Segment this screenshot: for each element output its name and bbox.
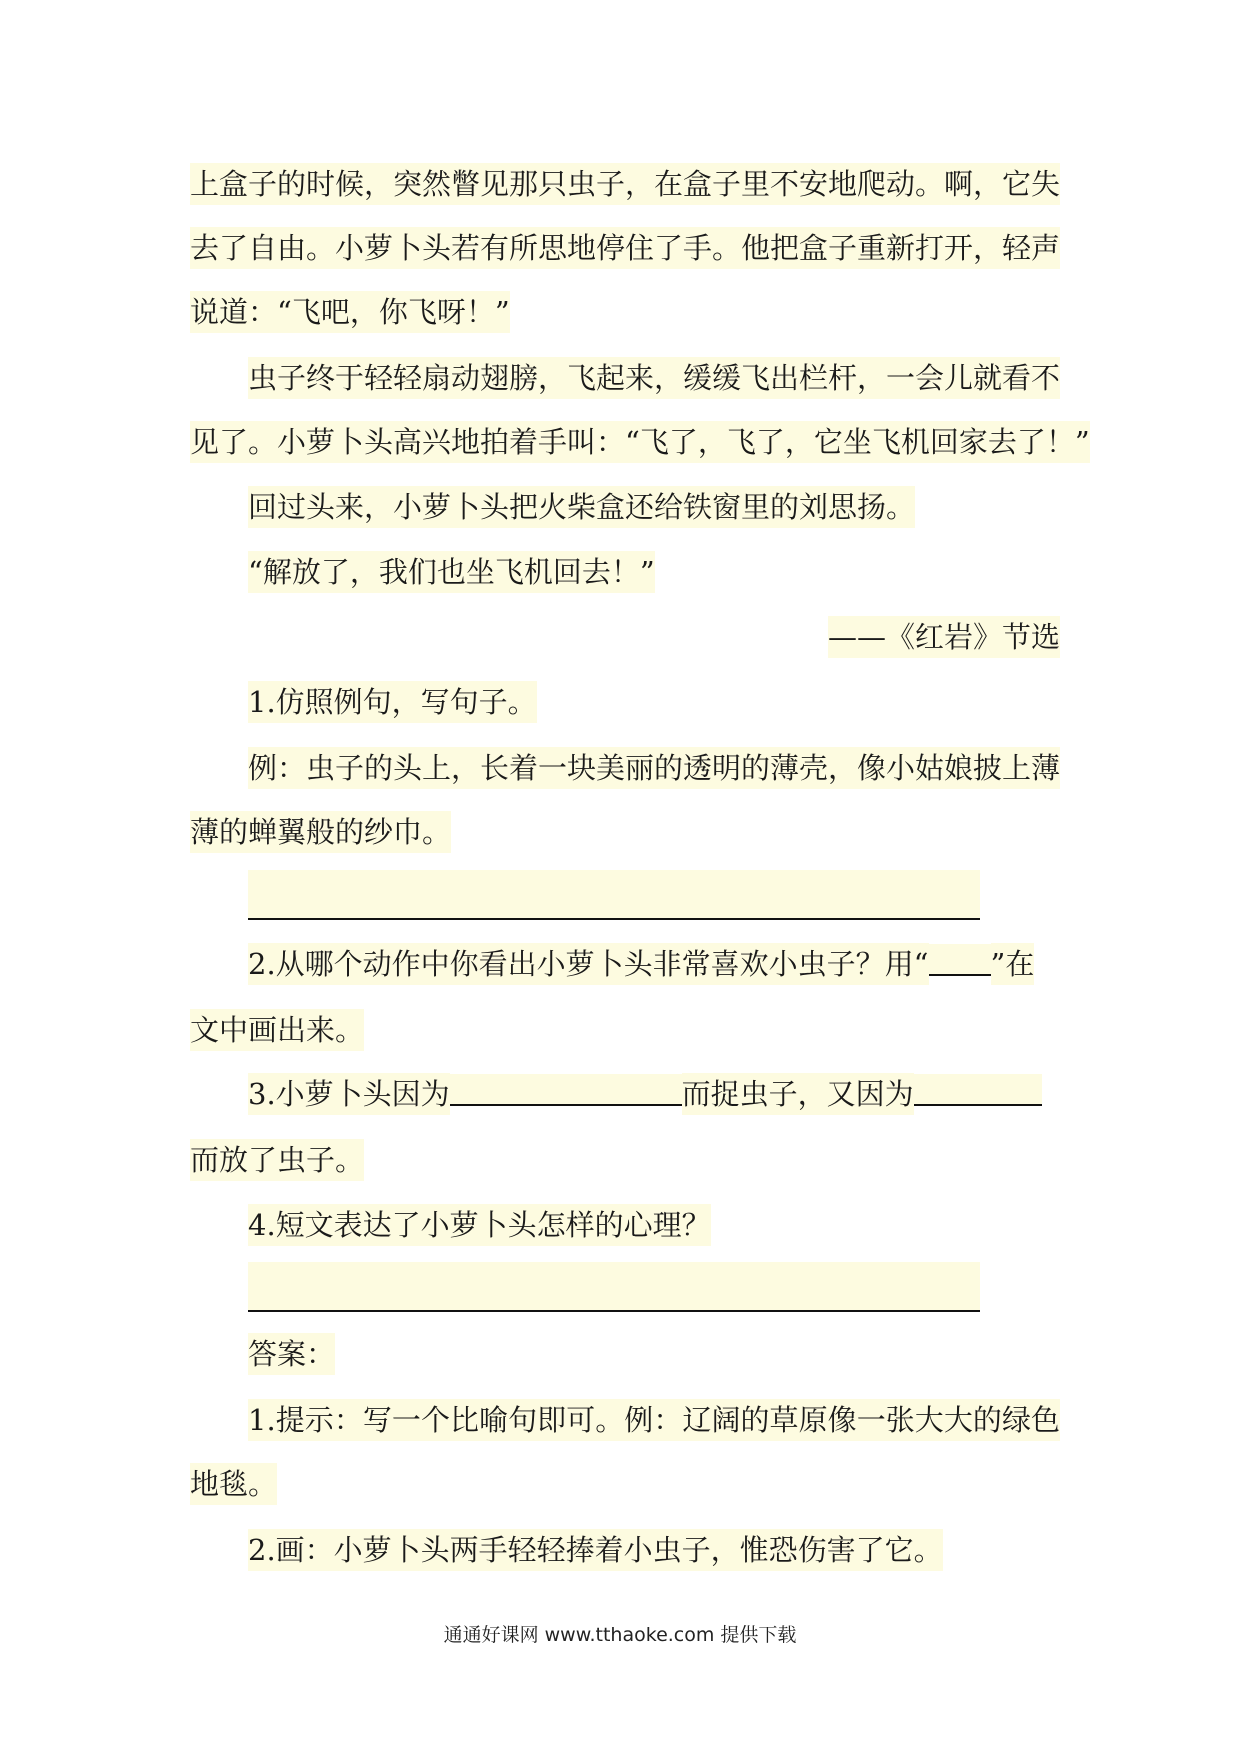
question-3-line-1: 3.小萝卜头因为 而捉虫子，又因为 xyxy=(248,1074,1060,1114)
answer-1-line-1: 1.提示：写一个比喻句即可。例：辽阔的草原像一张大大的绿色 xyxy=(248,1400,1060,1440)
answer-2: 2.画：小萝卜头两手轻轻捧着小虫子，惟恐伤害了它。 xyxy=(248,1530,1060,1570)
footer-credit: 通通好课网 www.tthaoke.com 提供下载 xyxy=(443,1624,797,1646)
passage-source: ——《红岩》节选 xyxy=(190,617,1060,657)
question-3-line-2: 而放了虫子。 xyxy=(190,1140,1060,1180)
passage-line-6: 回过头来，小萝卜头把火柴盒还给铁窗里的刘思扬。 xyxy=(248,487,1060,527)
passage-line-3: 说道：“飞吧，你飞呀！” xyxy=(190,292,1060,332)
question-1-title: 1.仿照例句，写句子。 xyxy=(248,682,1060,722)
question-1-answer-blank[interactable] xyxy=(248,870,980,920)
question-2-line-1: 2.从哪个动作中你看出小萝卜头非常喜欢小虫子？用“ ”在 xyxy=(248,944,1060,984)
question-3-blank-2[interactable] xyxy=(914,1074,1042,1106)
answer-1-line-2: 地毯。 xyxy=(190,1464,1060,1504)
question-4-answer-blank[interactable] xyxy=(248,1262,980,1312)
question-2-line-2: 文中画出来。 xyxy=(190,1010,1060,1050)
underline-symbol-blank xyxy=(929,944,991,976)
question-4-title: 4.短文表达了小萝卜头怎样的心理？ xyxy=(248,1205,1060,1245)
answers-heading: 答案： xyxy=(248,1334,1060,1374)
question-3-blank-1[interactable] xyxy=(450,1074,682,1106)
passage-line-2: 去了自由。小萝卜头若有所思地停住了手。他把盒子重新打开，轻声 xyxy=(190,228,1060,268)
passage-line-5: 见了。小萝卜头高兴地拍着手叫：“飞了，飞了，它坐飞机回家去了！” xyxy=(190,422,1060,462)
passage-line-7: “解放了，我们也坐飞机回去！” xyxy=(248,552,1060,592)
passage-line-4: 虫子终于轻轻扇动翅膀，飞起来，缓缓飞出栏杆，一会儿就看不 xyxy=(248,358,1060,398)
question-1-example-line-1: 例：虫子的头上，长着一块美丽的透明的薄壳，像小姑娘披上薄 xyxy=(248,748,1060,788)
question-1-example-line-2: 薄的蝉翼般的纱巾。 xyxy=(190,812,1060,852)
passage-line-1: 上盒子的时候，突然瞥见那只虫子，在盒子里不安地爬动。啊，它失 xyxy=(190,164,1060,204)
